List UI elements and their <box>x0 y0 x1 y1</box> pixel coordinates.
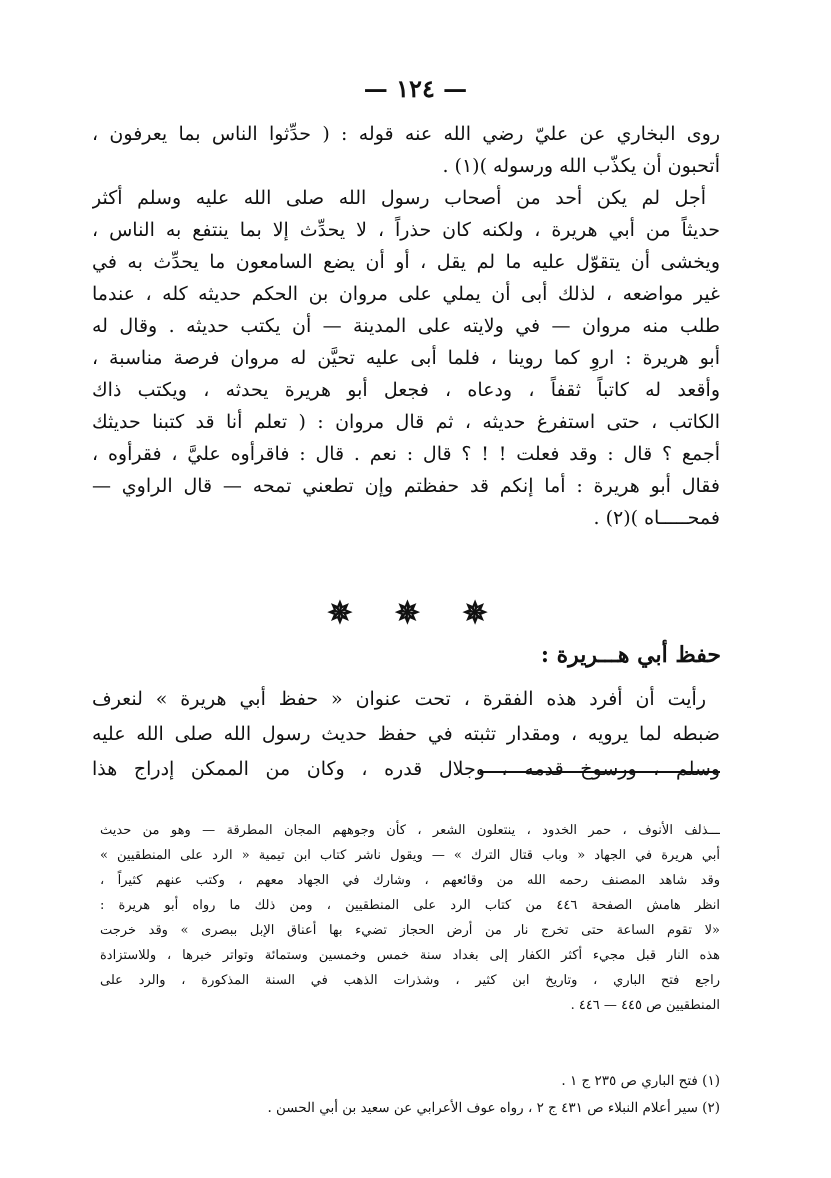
text-line: وأقعد له كاتباً ثقفاً ، ودعاه ، فجعل أبو هريرة يحدثه ، ويكتب ذاك <box>92 379 720 401</box>
footnote-line: انظر هامش الصفحة ٤٤٦ من كتاب الرد على المنطقيين ، ومن ذلك ما رواه أبو هريرة : <box>100 898 720 913</box>
text-line: أجل لم يكن أحد من أصحاب رسول الله صلى الله عليه وسلم أكثر <box>92 187 706 209</box>
text-line: فقال أبو هريرة : أما إنكم قد حفظتم وإن تطعني تمحه — قال الراوي — <box>92 475 720 497</box>
text-line: رأيت أن أفرد هذه الفقرة ، تحت عنوان « حفظ أبي هريرة » لنعرف <box>92 688 706 710</box>
footnote-line: ـــذلف الأنوف ، حمر الخدود ، ينتعلون الشعر ، كأن وجوههم المجان المطرقة — وهو من حديث <box>100 823 720 838</box>
text-line: أجمع ؟ قال : وقد فعلت ! ! ؟ قال : نعم . قال : فاقرأوه عليَّ ، فقرأوه ، <box>92 443 720 465</box>
footnote-line: هذه النار قبل مجيء أكثر الكفار إلى بغداد سنة خمس وخمسين وستمائة وتواتر خبرها ، وللاستزادة <box>100 948 720 963</box>
text-line: فمحـــــاه )(٢) . <box>593 507 720 529</box>
page-number: — ١٢٤ — <box>363 74 468 103</box>
footnote-line: «لا تقوم الساعة حتى تخرج نار من أرض الحجاز تضيء بها أعناق الإبل ببصرى » وقد خرجت <box>100 923 720 938</box>
main-text <box>92 118 720 534</box>
footnote-line: أبي هريرة في الجهاد « وباب قتال الترك » — ويقول ناشر كتاب ابن تيمية « الرد على المنطقيين » <box>100 848 720 863</box>
footnote-line: وقد شاهد المصنف رحمه الله من وقائعهم ، وشارك في الجهاد معهم ، وكتب عنهم كثيراً ، <box>100 873 720 888</box>
text-line: روى البخاري عن عليّ رضي الله عنه قوله : ( حدِّثوا الناس بما يعرفون ، <box>92 123 720 145</box>
text-line: حديثاً من أبي هريرة ، ولكنه كان حذراً ، لا يحدِّث إلا بما ينتفع به الناس ، <box>92 219 720 241</box>
text-line: غير مواضعه ، لذلك أبى أن يملي على مروان بن الحكم حديثه كله ، عندما <box>92 283 720 305</box>
footnote-line: راجع فتح الباري ، وتاريخ ابن كثير ، وشذرات الذهب في السنة المذكورة ، والرد على <box>100 973 720 988</box>
text-line: أبو هريرة : اروِ كما روينا ، فلما أبى عليه تحيَّن له مروان فرصة مناسبة ، <box>92 347 720 369</box>
text-line: أتحبون أن يكذّب الله ورسوله )(١) . <box>442 155 720 177</box>
footnote-line: المنطقيين ص ٤٤٥ — ٤٤٦ . <box>570 998 720 1013</box>
text-line: طلب منه مروان — في ولايته على المدينة — أن يكتب حديثه . وقال له <box>92 315 720 337</box>
section-divider-stars: ✵ ✵ ✵ <box>327 596 504 631</box>
footnote-continuation <box>100 818 720 1018</box>
footnote-ref-1: (١) فتح الباري ص ٢٣٥ ج ١ . <box>561 1073 720 1089</box>
text-line: الكاتب ، حتى استفرغ حديثه ، ثم قال مروان : ( تعلم أنا قد كتبنا حديثك <box>92 411 720 433</box>
text-line: وسلم ، ورسوخ قدمه ، وجلال قدره ، وكان من الممكن إدراج هذا <box>92 758 720 780</box>
text-line: ويخشى أن يتقوّل عليه ما لم يقل ، أو أن يضع السامعون ما يحدِّث به في <box>92 251 720 273</box>
footnote-references <box>100 1068 720 1122</box>
text-line: ضبطه لما يرويه ، ومقدار تثبته في حفظ حديث رسول الله صلى الله عليه <box>92 723 720 745</box>
footnote-separator <box>480 771 720 773</box>
section-heading: حفظ أبي هـــريرة : <box>540 642 721 668</box>
footnote-ref-2: (٢) سير أعلام النبلاء ص ٤٣١ ج ٢ ، رواه عوف الأعرابي عن سعيد بن أبي الحسن . <box>267 1100 720 1116</box>
